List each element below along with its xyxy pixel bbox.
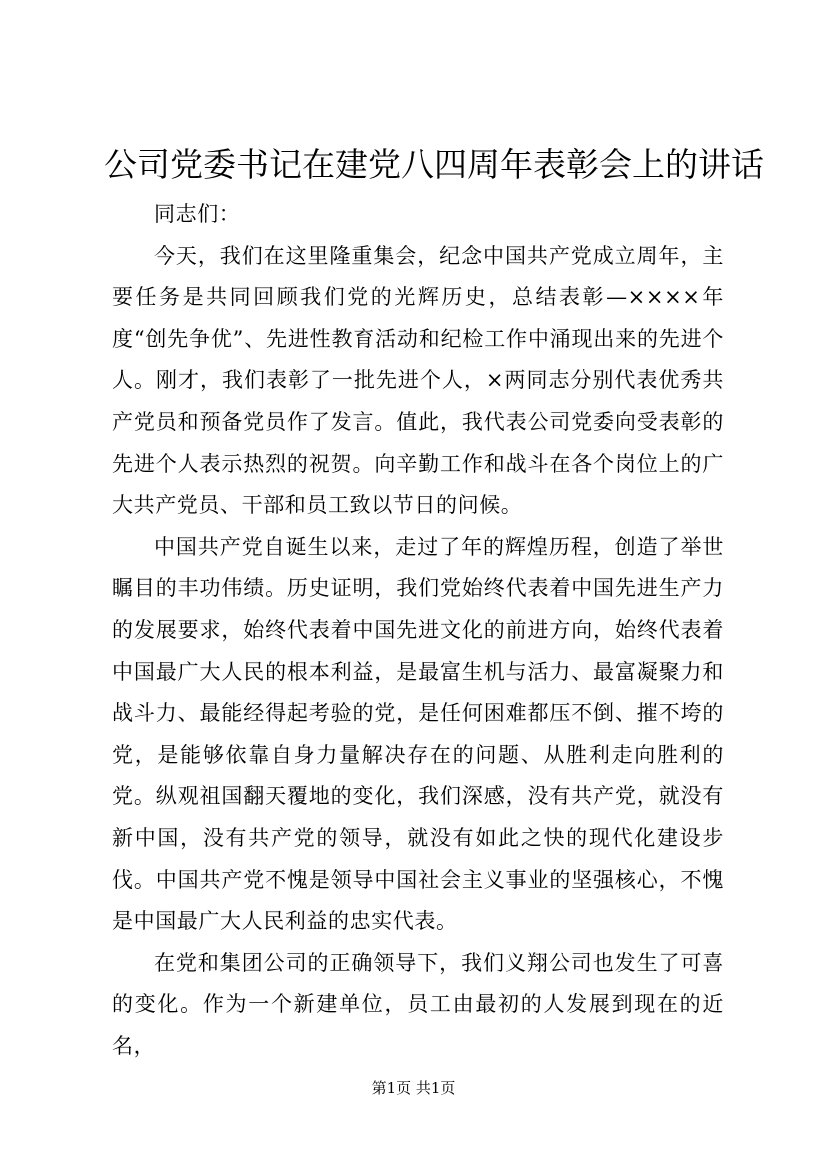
page-footer: 第1页 共1页 [371, 1079, 456, 1097]
document-body [112, 194, 724, 1067]
paragraph-3: 在党和集团公司的正确领导下，我们义翔公司也发生了可喜的变化。作为一个新建单位，员工由最初的人发展到现在的近名， [112, 950, 724, 1058]
paragraph-1: 今天，我们在这里隆重集会，纪念中国共产党成立周年，主要任务是共同回顾我们党的光辉历史，总结表彰—××××年度“创先争优”、先进性教育活动和纪检工作中涌现出来的先进个人。刚才，我们表彰了一批先进个人，×两同志分别代表优秀共产党员和预备党员作了发言。值此，我代表公司党委向受表彰的先进个人表示热烈的祝贺。向辛勤工作和战斗在各个岗位上的广大共产党员、干部和员工致以节日的问候。 [112, 243, 724, 518]
document-title: 公司党委书记在建党八四周年表彰会上的讲话 [104, 145, 764, 184]
paragraph-2: 中国共产党自诞生以来，走过了年的辉煌历程，创造了举世瞩目的丰功伟绩。历史证明，我们党始终代表着中国先进生产力的发展要求，始终代表着中国先进文化的前进方向，始终代表着中国最广大人民的根本利益，是最富生机与活力、最富凝聚力和战斗力、最能经得起考验的党，是任何困难都压不倒、摧不垮的党，是能够依靠自身力量解决存在的问题、从胜利走向胜利的党。纵观祖国翻天覆地的变化，我们深感，没有共产党，就没有新中国，没有共产党的领导，就没有如此之快的现代化建设步伐。中国共产党不愧是领导中国社会主义事业的坚强核心，不愧是中国最广大人民利益的忠实代表。 [112, 534, 724, 934]
salutation: 同志们： [154, 202, 241, 226]
